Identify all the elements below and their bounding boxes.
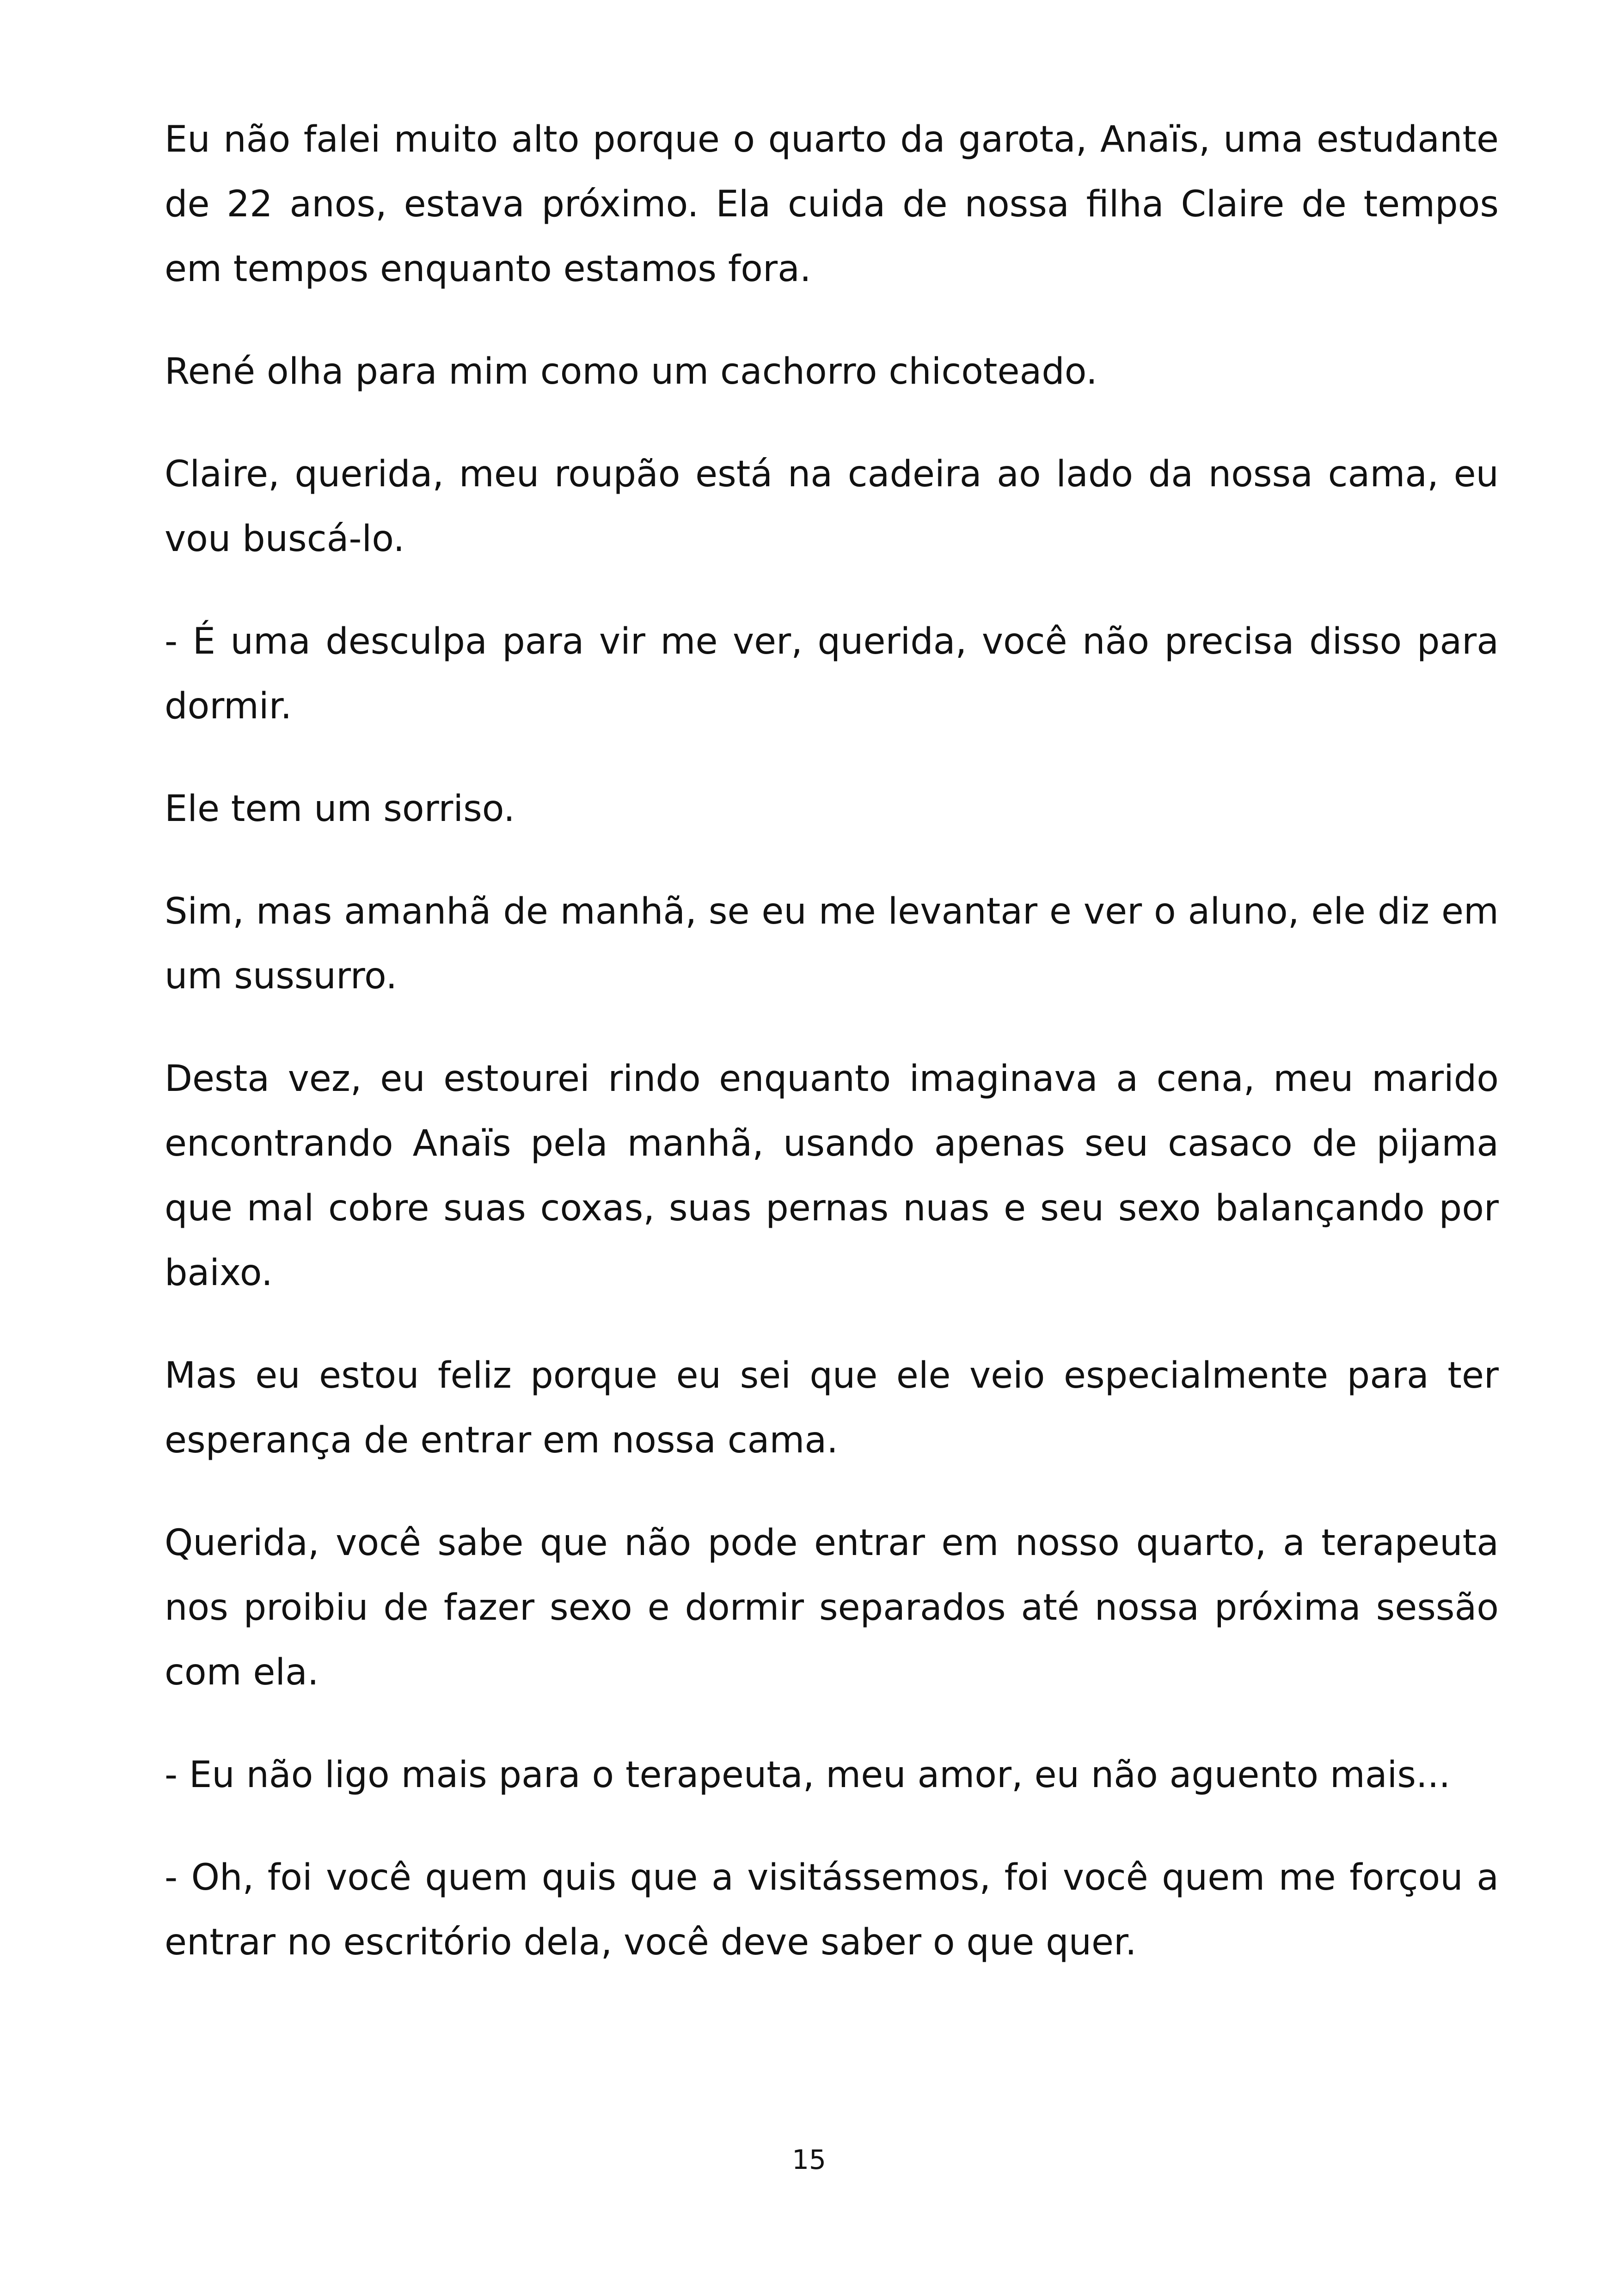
paragraph: Claire, querida, meu roupão está na cadeira ao lado da nossa cama, eu vou buscá-lo. [165, 453, 1499, 560]
paragraph: - Oh, foi você quem quis que a visitássemos, foi você quem me forçou a entrar no escritório dela, você deve saber o que quer. [165, 1857, 1499, 1963]
paragraph: Mas eu estou feliz porque eu sei que ele veio especialmente para ter esperança de entrar em nossa cama. [165, 1355, 1499, 1461]
paragraph: René olha para mim como um cachorro chicoteado. [165, 351, 1097, 392]
paragraph: Desta vez, eu estourei rindo enquanto imaginava a cena, meu marido encontrando Anaïs pela manhã, usando apenas seu casaco de pijama que mal cobre suas coxas, suas pernas nuas e seu sexo balançando por baixo. [165, 1058, 1499, 1294]
paragraph: Eu não falei muito alto porque o quarto da garota, Anaïs, uma estudante de 22 anos, estava próximo. Ela cuida de nossa filha Claire de tempos em tempos enquanto estamos fora. [165, 119, 1499, 290]
paragraph: Sim, mas amanhã de manhã, se eu me levantar e ver o aluno, ele diz em um sussurro. [165, 891, 1499, 997]
page-number: 15 [792, 2144, 826, 2175]
paragraph: - É uma desculpa para vir me ver, querida, você não precisa disso para dormir. [165, 621, 1499, 727]
paragraph: Ele tem um sorriso. [165, 788, 515, 830]
paragraph: - Eu não ligo mais para o terapeuta, meu amor, eu não aguento mais... [165, 1754, 1451, 1796]
paragraph: Querida, você sabe que não pode entrar em nosso quarto, a terapeuta nos proibiu de fazer sexo e dormir separados até nossa próxima sessão com ela. [165, 1522, 1499, 1693]
body-text [165, 107, 1499, 2013]
